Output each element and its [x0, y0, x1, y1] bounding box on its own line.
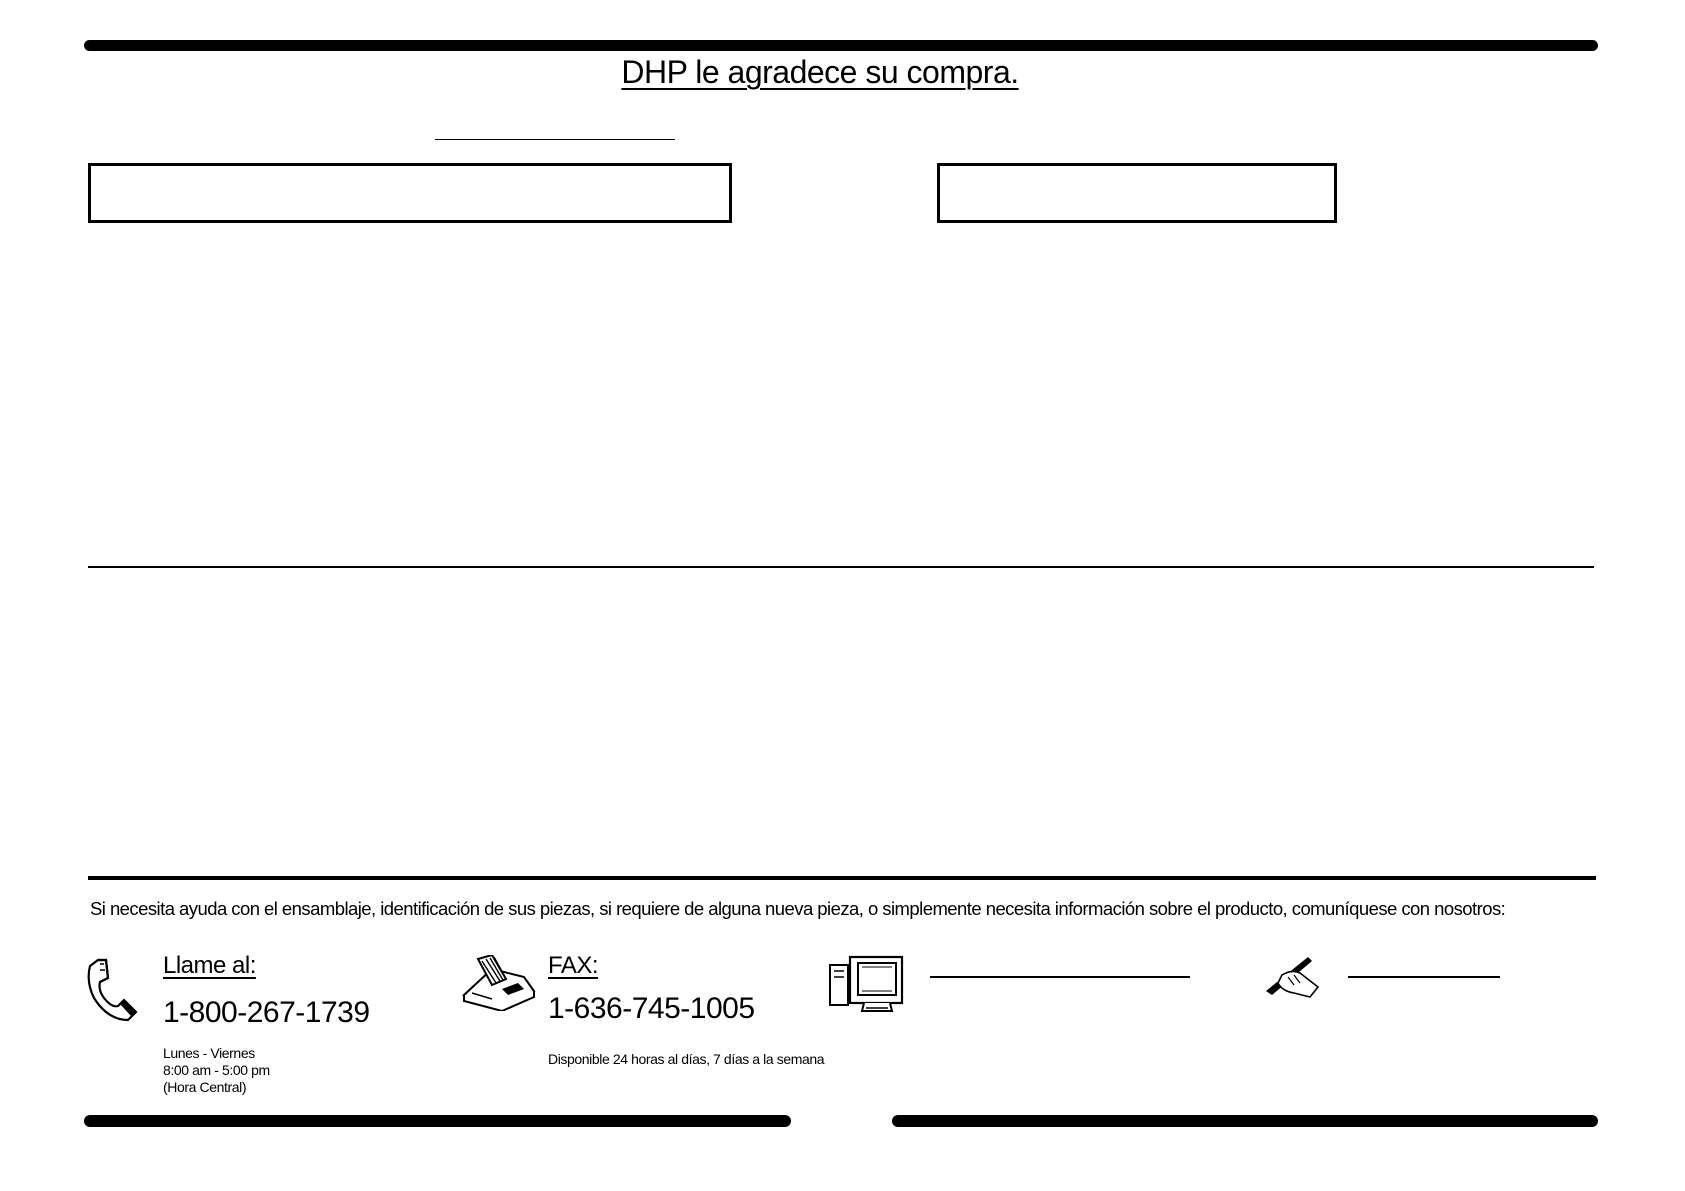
bottom-border-bar-right: [892, 1115, 1598, 1127]
writing-hand-icon: [1264, 953, 1324, 999]
telephone-icon: [84, 956, 140, 1022]
fax-availability: Disponible 24 horas al días, 7 días a la semana: [548, 1051, 825, 1067]
fax-number[interactable]: 1-636-745-1005: [548, 992, 755, 1025]
section-divider: [88, 566, 1594, 568]
website-blank-line: [930, 976, 1190, 978]
phone-hours-time: 8:00 am - 5:00 pm: [163, 1062, 270, 1078]
phone-label: Llame al:: [163, 952, 256, 979]
footer-rule: [88, 876, 1596, 880]
top-border-bar: [84, 40, 1598, 51]
right-info-box: [937, 163, 1337, 223]
support-intro-text: Si necesita ayuda con el ensamblaje, identificación de sus piezas, si requiere de alguna nueva pieza, o simplemente necesita información sobre el producto, comuníquese con nosotros:: [90, 898, 1506, 919]
mail-blank-line: [1348, 976, 1500, 978]
computer-icon: [828, 953, 906, 1013]
left-info-box: [88, 163, 732, 223]
bottom-border-bar-left: [84, 1115, 791, 1127]
phone-number[interactable]: 1-800-267-1739: [163, 996, 370, 1029]
fax-label: FAX:: [548, 952, 599, 979]
signature-line: [435, 139, 675, 140]
phone-hours-days: Lunes - Viernes: [163, 1045, 255, 1061]
phone-hours-zone: (Hora Central): [163, 1079, 247, 1095]
fax-machine-icon: [462, 955, 536, 1011]
page-title: DHP le agradece su compra.: [621, 54, 1019, 90]
